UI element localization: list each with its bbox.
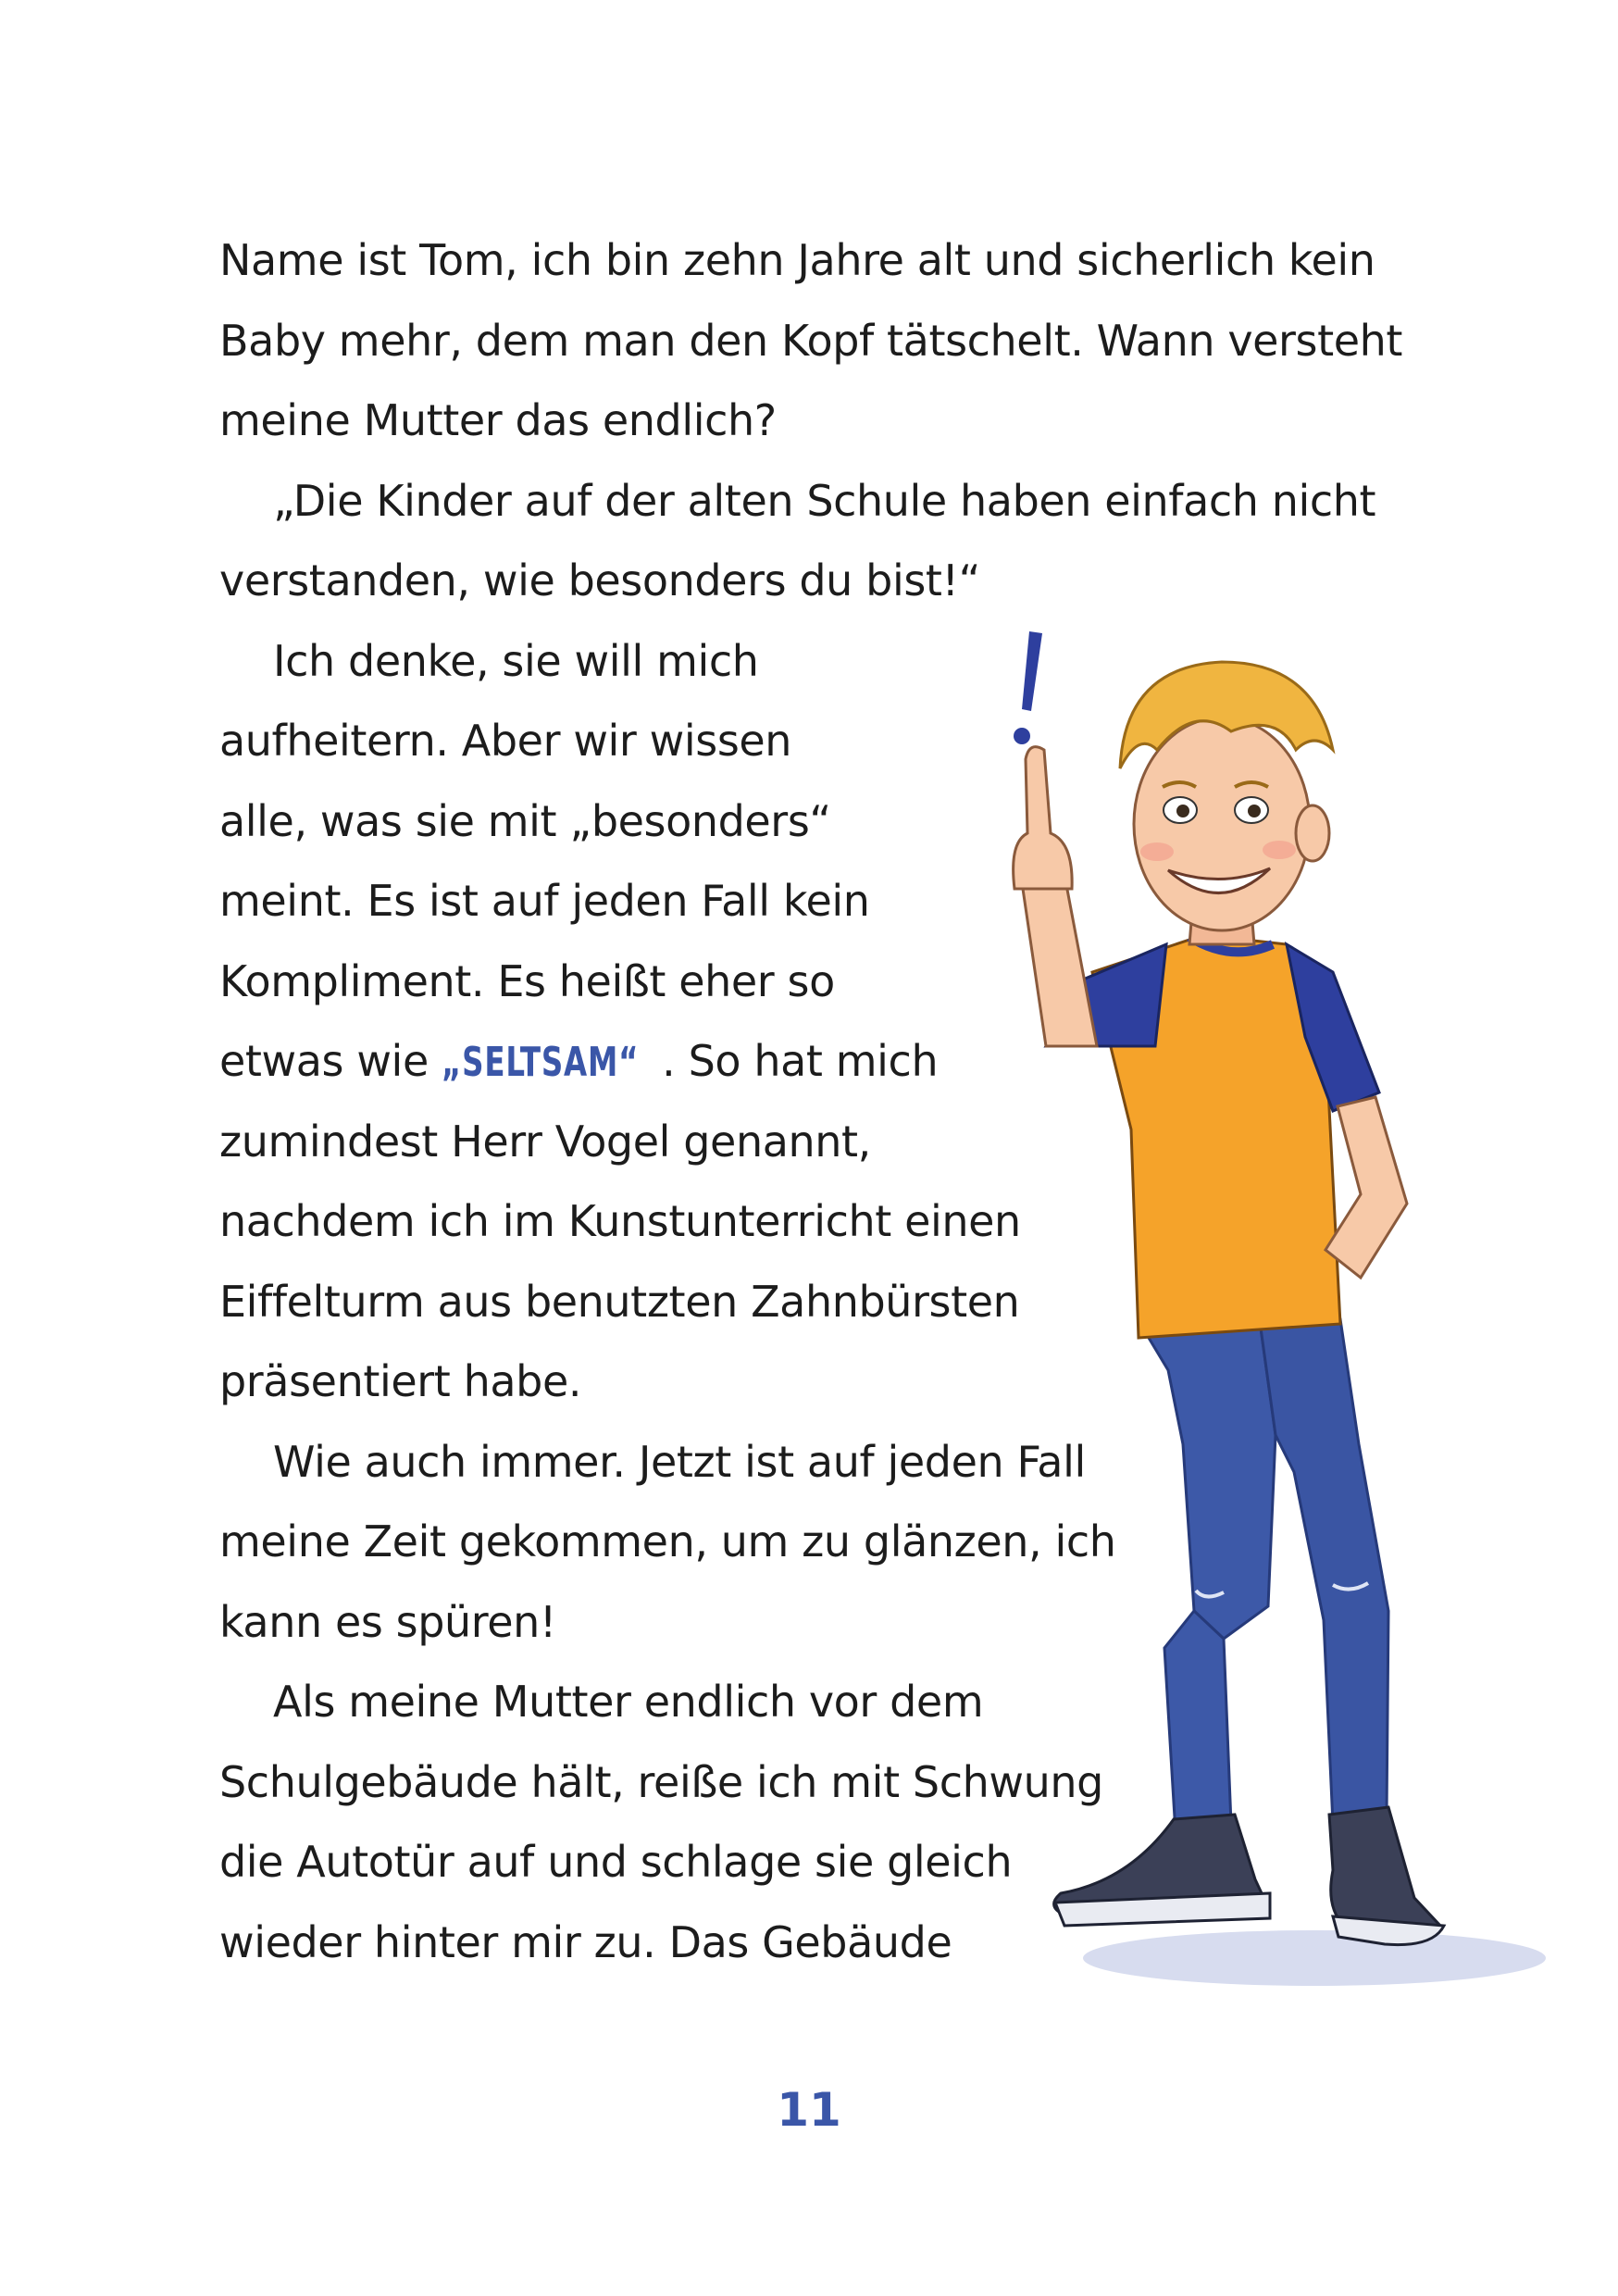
text-line: nachdem ich im Kunstunterricht einen: [219, 1196, 1021, 1246]
text-line: Wie auch immer. Jetzt ist auf jeden Fall: [273, 1436, 1086, 1487]
text-line: wieder hinter mir zu. Das Gebäude: [219, 1916, 952, 1967]
raised-arm: [1014, 747, 1097, 1046]
text-line: Als meine Mutter endlich vor dem: [273, 1677, 984, 1727]
text-line: verstanden, wie besonders du bist!“: [219, 555, 980, 605]
text-line: Name ist Tom, ich bin zehn Jahre alt und sicherlich kein: [219, 235, 1375, 285]
orange-shirt: [1046, 935, 1379, 1338]
page-number: 11: [777, 2083, 841, 2137]
text-line: Eiffelturm aus benutzten Zahnbürsten: [219, 1276, 1020, 1327]
text-line: „Die Kinder auf der alten Schule haben einfach nicht: [273, 475, 1376, 526]
boy-head: [1120, 662, 1333, 930]
text-line: Ich denke, sie will mich: [273, 635, 759, 686]
boy-illustration: [926, 611, 1555, 2018]
ground-shadow: [1083, 1930, 1546, 1986]
text-line: präsentiert habe.: [219, 1356, 582, 1406]
text-line: Schulgebäude hält, reiße ich mit Schwung: [219, 1756, 1103, 1807]
right-sneaker: [1329, 1807, 1444, 1945]
text-line: Kompliment. Es heißt eher so: [219, 955, 835, 1006]
text-line: die Autotür auf und schlage sie gleich: [219, 1837, 1013, 1887]
text-segment: etwas wie: [219, 1036, 442, 1086]
text-line: meint. Es ist auf jeden Fall kein: [219, 876, 870, 926]
text-line: aufheitern. Aber wir wissen: [219, 716, 792, 766]
text-line: Baby mehr, dem man den Kopf tätschelt. Wann versteht: [219, 315, 1403, 366]
left-sneaker: [1054, 1815, 1270, 1926]
jeans: [1140, 1315, 1388, 1833]
text-line: alle, was sie mit „besonders“: [219, 795, 831, 846]
seltsam-highlight: „SELTSAM“: [442, 1039, 640, 1086]
arm-on-hip: [1326, 1097, 1407, 1278]
text-line: meine Zeit gekommen, um zu glänzen, ich: [219, 1516, 1116, 1566]
text-line: meine Mutter das endlich?: [219, 395, 777, 445]
text-line: kann es spüren!: [219, 1596, 556, 1647]
text-line: zumindest Herr Vogel genannt,: [219, 1116, 871, 1167]
text-segment: . So hat mich: [662, 1036, 939, 1086]
exclamation-mark-icon: [1014, 631, 1042, 744]
